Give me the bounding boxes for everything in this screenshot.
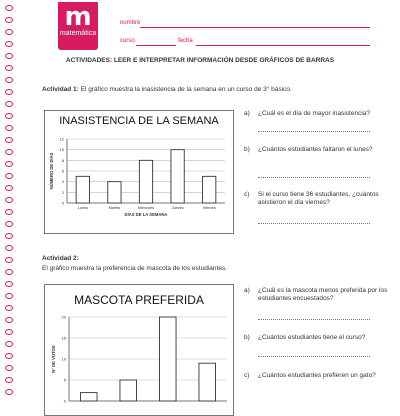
chart1-ytick-label: 4 (61, 179, 64, 185)
answer-line-1b[interactable] (258, 177, 370, 178)
q2c-text: ¿Cuántos estudiantes prefieren un gato? (258, 372, 376, 379)
chart1-svg (45, 111, 233, 233)
spiral-ring (6, 138, 13, 143)
spiral-ring (6, 378, 13, 383)
spiral-ring (6, 270, 13, 275)
chart1-bar (76, 176, 89, 203)
q1a-letter: a) (244, 110, 250, 117)
chart2-ytick-label: 10 (61, 356, 66, 362)
chart1-ytick-label: 8 (61, 157, 64, 163)
activity2-label: Actividad 2: (42, 255, 79, 262)
activity1-intro (42, 86, 292, 93)
spiral-ring (6, 390, 13, 395)
spiral-ring (6, 78, 13, 83)
chart1-title: INASISTENCIA DE LA SEMANA (59, 115, 219, 127)
spiral-ring (6, 30, 13, 35)
chart1-ytick-label: 2 (61, 189, 64, 195)
spiral-ring (6, 174, 13, 179)
q2b-letter: b) (244, 334, 250, 341)
spiral-ring (6, 102, 13, 107)
grade-label: 4° básico (64, 40, 93, 47)
chart2-bar (120, 380, 137, 401)
answer-line-1a[interactable] (258, 131, 370, 132)
spiral-ring (6, 210, 13, 215)
spiral-ring (6, 354, 13, 359)
logo-word: matemática (59, 30, 97, 37)
spiral-ring (6, 42, 13, 47)
chart2-title: MASCOTA PREFERIDA (74, 293, 204, 307)
chart1-ytick-label: 0 (61, 200, 64, 206)
chart-inasistencia (44, 110, 234, 234)
q2a-letter: a) (244, 287, 250, 294)
chart2-bar (199, 363, 216, 401)
chart2-bar (159, 317, 176, 401)
q1c-text: Si el curso tiene 36 estudiantes, ¿cuántos asistieron el día viernes? (258, 191, 379, 206)
chart1-category-label: Viernes (202, 206, 216, 210)
spiral-ring (6, 150, 13, 155)
spiral-ring (6, 90, 13, 95)
chart1-category-label: Lunes (77, 206, 88, 210)
curso-label: curso (120, 38, 135, 44)
chart1-xlabel: DÍAS DE LA SEMANA (124, 212, 168, 217)
answer-line-2a[interactable] (258, 319, 370, 320)
chart1-ytick-label: 12 (59, 136, 64, 142)
chart1-ytick-label: 10 (59, 147, 64, 153)
spiral-ring (6, 342, 13, 347)
q1c-letter: c) (244, 191, 250, 198)
nombre-label: nombre (120, 20, 141, 26)
spiral-ring (6, 186, 13, 191)
spiral-ring (6, 234, 13, 239)
spiral-ring (6, 306, 13, 311)
curso-field[interactable] (136, 45, 176, 46)
q1a-text: ¿Cuál es el día de mayor inasistencia? (258, 110, 371, 117)
logo-letter: m (64, 2, 92, 32)
q1b-text: ¿Cuántos estudiantes faltaron el lunes? (258, 146, 373, 153)
spiral-ring (6, 114, 13, 119)
spiral-ring (6, 66, 13, 71)
chart1-ylabel: NÚMERO DE DÍAS (49, 152, 54, 190)
spiral-ring (6, 282, 13, 287)
activity2-text: El gráfico muestra la preferencia de mascota de los estudiantes. (42, 265, 227, 272)
spiral-ring (6, 366, 13, 371)
fecha-field[interactable] (196, 45, 370, 46)
chart1-category-label: Jueves (171, 206, 184, 210)
q1b-letter: b) (244, 146, 250, 153)
spiral-ring (6, 198, 13, 203)
chart1-category-label: Miércoles (137, 206, 155, 210)
chart2-ytick-label: 20 (61, 314, 66, 320)
chart1-bar (108, 182, 121, 203)
chart2-ylabel: N° DE VOTOS (51, 345, 56, 373)
chart2-ytick-label: 15 (61, 335, 66, 341)
fecha-label: fecha (178, 38, 193, 44)
activity1-label: Actividad 1: (42, 86, 79, 93)
spiral-ring (6, 258, 13, 263)
spiral-ring (6, 318, 13, 323)
nombre-field[interactable] (140, 27, 370, 28)
spiral-ring (6, 6, 13, 11)
spiral-ring (6, 126, 13, 131)
chart1-ytick-label: 6 (61, 168, 64, 174)
q2a-text: ¿Cuál es la mascota menos preferida por los estudiantes encuestados? (258, 287, 388, 302)
chart-mascota (44, 284, 234, 416)
spiral-ring (6, 330, 13, 335)
chart2-ytick-label: 0 (63, 398, 66, 404)
spiral-ring (6, 18, 13, 23)
chart2-ytick-label: 5 (63, 377, 66, 383)
spiral-ring (6, 294, 13, 299)
q2b-text: ¿Cuántos estudiantes tiene el curso? (258, 334, 366, 341)
page-title: ACTIVIDADES: LEER E INTERPRETAR INFORMACIÓN DESDE GRÁFICOS DE BARRAS (65, 57, 335, 64)
chart1-bar (171, 150, 184, 203)
answer-line-1c[interactable] (258, 223, 370, 224)
chart1-bar (139, 160, 152, 203)
q2c-letter: c) (244, 372, 250, 379)
spiral-ring (6, 222, 13, 227)
activity1-text: El gráfico muestra la inasistencia de la semana en un curso de 3° básico. (80, 86, 292, 93)
chart2-svg (45, 285, 233, 415)
chart1-bar (203, 176, 216, 203)
spiral-ring (6, 246, 13, 251)
spiral-ring (6, 162, 13, 167)
chart1-category-label: Martes (108, 206, 121, 210)
activity2-heading (42, 255, 79, 262)
answer-line-2b[interactable] (258, 356, 370, 357)
